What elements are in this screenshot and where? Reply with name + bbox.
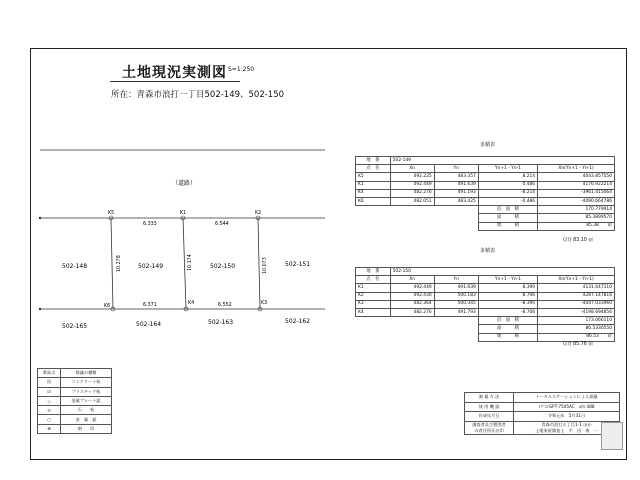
table-cell: 8.390 bbox=[478, 284, 537, 292]
table-header: Xn bbox=[390, 276, 434, 284]
legend-label: 刻 印 bbox=[61, 424, 112, 433]
table-cell: 地 積 bbox=[478, 222, 537, 230]
table-cell: 491.639 bbox=[434, 284, 478, 292]
table-cell: 面 積 bbox=[478, 214, 537, 222]
table-row bbox=[356, 317, 615, 325]
address-line: 所在：青森市浪打一丁目502-149、502-150 bbox=[111, 90, 285, 100]
table-cell: K3 bbox=[356, 300, 391, 308]
table-cell: 500.183 bbox=[434, 292, 478, 300]
table-row bbox=[356, 206, 615, 214]
table-cell: 8.214 bbox=[478, 173, 537, 181]
table-cell: 地 番 bbox=[356, 268, 391, 276]
table-cell: K4 bbox=[356, 189, 391, 197]
table-row bbox=[356, 197, 615, 205]
area-table-502-149 bbox=[355, 156, 615, 231]
table-cell: -4090.664786 bbox=[538, 197, 615, 205]
info-key bbox=[465, 421, 514, 434]
lot-label-502-150: 502-150 bbox=[210, 263, 236, 270]
table-cell: -4198.694856 bbox=[538, 308, 615, 316]
info-surveyor: 土地家屋調査士 平 田 康 一 bbox=[535, 427, 598, 433]
table-cell: 492.449 bbox=[390, 284, 434, 292]
marker-legend bbox=[37, 368, 112, 434]
left-vertical-line bbox=[111, 218, 113, 309]
table-cell: 4043.857550 bbox=[538, 173, 615, 181]
dim-left-vertical: 10.278 bbox=[117, 255, 122, 272]
info-value: トータルステーションによる測量 bbox=[514, 393, 620, 403]
table-row bbox=[465, 402, 620, 412]
table-cell: 482.276 bbox=[390, 308, 434, 316]
info-key: 使 用 機 器 bbox=[465, 402, 514, 412]
table-header: Xn bbox=[390, 165, 434, 173]
dim-top-right: 6.544 bbox=[215, 222, 229, 227]
table-cell: 173.066110 bbox=[538, 317, 615, 325]
table-row bbox=[356, 268, 615, 276]
table-row bbox=[38, 424, 112, 433]
table-cell: 482.051 bbox=[390, 197, 434, 205]
info-key: 作成年月日 bbox=[465, 412, 514, 422]
table-cell: 502-150 bbox=[390, 268, 614, 276]
table-row bbox=[356, 214, 615, 222]
table-header: Xn(Yn+1 - Yn-1) bbox=[538, 165, 615, 173]
legend-label: 石 杭 bbox=[61, 406, 112, 415]
table-cell: 地 番 bbox=[356, 157, 391, 165]
table-cell: 491.193 bbox=[434, 189, 478, 197]
legend-label: 金 属 鋲 bbox=[61, 415, 112, 424]
lot-label-502-149: 502-149 bbox=[138, 263, 164, 270]
table-cell: K1 bbox=[356, 181, 391, 189]
table-cell: -4047.033960 bbox=[538, 300, 615, 308]
dim-top-left: 6.333 bbox=[143, 222, 157, 227]
table2-total-note: (計) 85.76 ㎡ bbox=[563, 342, 594, 347]
table-cell: 483.357 bbox=[434, 173, 478, 181]
road-label: （道路） bbox=[172, 180, 197, 187]
lot-label-502-148: 502-148 bbox=[62, 263, 88, 270]
table-cell: 倍 面 積 bbox=[478, 317, 537, 325]
table-cell: 85.38 ㎡ bbox=[538, 222, 615, 230]
table1-caption: 求積表 bbox=[480, 142, 496, 148]
table-cell: K5 bbox=[356, 173, 391, 181]
table-row bbox=[356, 189, 615, 197]
table-header: Yn+1 - Yn-1 bbox=[478, 165, 537, 173]
dim-bottom-left: 6.371 bbox=[143, 303, 157, 308]
table-cell: 483.425 bbox=[434, 197, 478, 205]
table-cell: -8.214 bbox=[478, 189, 537, 197]
dim-bottom-right: 6.552 bbox=[218, 303, 232, 308]
table-cell: K1 bbox=[356, 284, 391, 292]
table-cell: 482.364 bbox=[390, 300, 434, 308]
table-cell: 4176.922214 bbox=[538, 181, 615, 189]
table-header: 点 名 bbox=[356, 165, 391, 173]
table-row bbox=[356, 308, 615, 316]
table-row bbox=[465, 393, 620, 403]
table-cell: 491.639 bbox=[434, 181, 478, 189]
table-cell: -3961.415064 bbox=[538, 189, 615, 197]
survey-info-block bbox=[464, 392, 620, 435]
table-cell: -8.706 bbox=[478, 308, 537, 316]
legend-symbol: ⊡ bbox=[38, 387, 61, 396]
info-address: 青森市浪打五丁目1-1 ほか bbox=[541, 421, 592, 427]
point-k5-label: K5 bbox=[108, 211, 115, 216]
bottom-left-end-marker bbox=[39, 308, 41, 310]
table-row bbox=[356, 292, 615, 300]
table-cell: 0.486 bbox=[478, 181, 537, 189]
legend-label: 金属プレート鋲 bbox=[61, 396, 112, 405]
area-table-502-150 bbox=[355, 267, 615, 342]
legend-label: コンクリート杭 bbox=[61, 378, 112, 387]
lot-label-502-163: 502-163 bbox=[208, 319, 234, 326]
table-header: Yn bbox=[434, 165, 478, 173]
table-header-row bbox=[38, 369, 112, 378]
table-row bbox=[465, 421, 620, 434]
info-value: ﾄﾌﾟｺﾝGPT-7505AC s/n 488 bbox=[514, 402, 620, 412]
scale-label: S=1:250 bbox=[228, 66, 255, 73]
table-cell: -8.390 bbox=[478, 300, 537, 308]
mid-vertical-line bbox=[183, 218, 186, 309]
legend-symbol: ⊕ bbox=[38, 424, 61, 433]
dim-mid-vertical: 10.174 bbox=[188, 254, 193, 271]
table-cell: 4287.147816 bbox=[538, 292, 615, 300]
legend-symbol: ⊙ bbox=[38, 406, 61, 415]
table-row bbox=[356, 284, 615, 292]
table-row bbox=[38, 378, 112, 387]
table-cell: 8.706 bbox=[478, 292, 537, 300]
info-key-line: の者住所氏名印 bbox=[474, 427, 504, 433]
table-cell: 491.793 bbox=[434, 308, 478, 316]
table2-caption: 求積表 bbox=[480, 248, 496, 254]
point-k4-label: K4 bbox=[188, 301, 195, 306]
table-header: Yn+1 - Yn-1 bbox=[478, 276, 537, 284]
point-k2-label: K2 bbox=[255, 211, 262, 216]
table-header: 筆界点 bbox=[38, 369, 61, 378]
table-header: Xn(Yn+1 - Yn-1) bbox=[538, 276, 615, 284]
surveyor-seal-stamp bbox=[601, 422, 623, 450]
table-cell: 4131.647110 bbox=[538, 284, 615, 292]
table-row bbox=[356, 173, 615, 181]
table-header: 点 名 bbox=[356, 276, 391, 284]
point-k3-label: K3 bbox=[261, 301, 268, 306]
point-k1-label: K1 bbox=[180, 211, 187, 216]
table-cell: 502-149 bbox=[390, 157, 614, 165]
lot-label-502-151: 502-151 bbox=[285, 261, 311, 268]
table-header: Yn bbox=[434, 276, 478, 284]
table-cell: K6 bbox=[356, 197, 391, 205]
page-title: 土地現況実測図 bbox=[122, 65, 227, 81]
table-row bbox=[356, 181, 615, 189]
dim-right-vertical: 10.073 bbox=[263, 257, 268, 274]
legend-symbol: 回 bbox=[38, 378, 61, 387]
right-vertical-line bbox=[258, 218, 260, 309]
info-key: 測 量 方 法 bbox=[465, 393, 514, 403]
table-cell: 86.5330550 bbox=[538, 325, 615, 333]
table-row bbox=[38, 406, 112, 415]
table-header-row bbox=[356, 165, 615, 173]
lot-label-502-164: 502-164 bbox=[136, 321, 162, 328]
table-cell: K4 bbox=[356, 308, 391, 316]
table-cell: 85.3899570 bbox=[538, 214, 615, 222]
table-cell: 170.779914 bbox=[538, 206, 615, 214]
table-cell: -0.486 bbox=[478, 197, 537, 205]
table-header-row bbox=[356, 276, 615, 284]
legend-label: プラスチック杭 bbox=[61, 387, 112, 396]
table-cell: 地 積 bbox=[478, 333, 537, 341]
table-row bbox=[38, 396, 112, 405]
table-cell: 492.225 bbox=[390, 173, 434, 181]
table-cell: 500.345 bbox=[434, 300, 478, 308]
legend-symbol: ◇ bbox=[38, 396, 61, 405]
lot-label-502-162: 502-162 bbox=[285, 318, 311, 325]
table-row bbox=[38, 387, 112, 396]
table-cell: 面 積 bbox=[478, 325, 537, 333]
table-cell: K2 bbox=[356, 292, 391, 300]
info-key-line: 調査者及び製図者 bbox=[472, 421, 506, 427]
table-cell: 492.449 bbox=[390, 181, 434, 189]
top-left-end-marker bbox=[39, 217, 41, 219]
info-value: 令和元年 5月31日 bbox=[514, 412, 620, 422]
table-row bbox=[356, 157, 615, 165]
table-cell: 482.276 bbox=[390, 189, 434, 197]
table-row bbox=[356, 300, 615, 308]
table-row bbox=[38, 415, 112, 424]
table-header: 標識の種類 bbox=[61, 369, 112, 378]
table1-total-note: (計) 83.10 ㎡ bbox=[563, 238, 594, 243]
table-row bbox=[356, 325, 615, 333]
table-cell: 86.53 ㎡ bbox=[538, 333, 615, 341]
point-k6-label: K6 bbox=[104, 304, 111, 309]
legend-symbol: ○ bbox=[38, 415, 61, 424]
table-cell: 倍 面 積 bbox=[478, 206, 537, 214]
table-row bbox=[465, 412, 620, 422]
table-row bbox=[356, 222, 615, 230]
lot-label-502-165: 502-165 bbox=[62, 323, 88, 330]
table-cell: 492.430 bbox=[390, 292, 434, 300]
